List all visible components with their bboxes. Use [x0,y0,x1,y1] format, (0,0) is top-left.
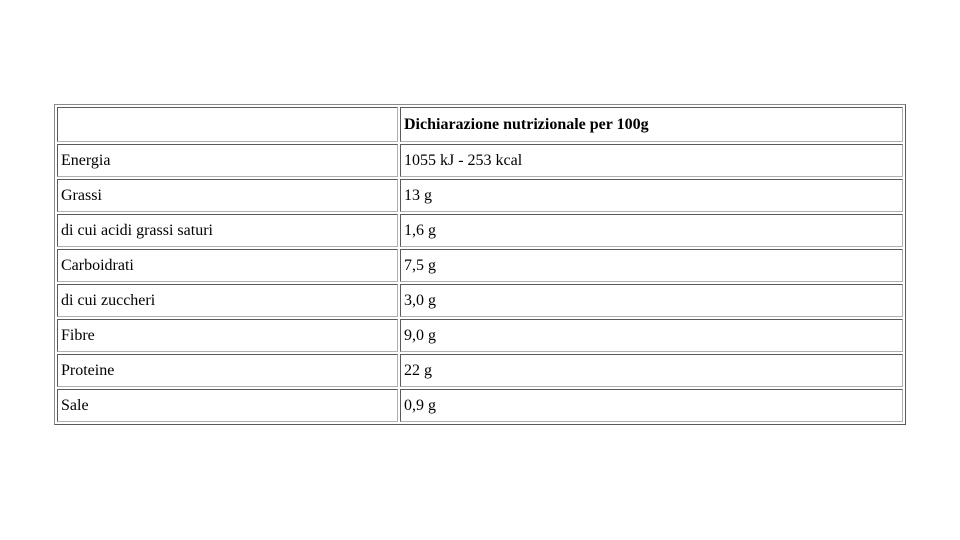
nutrition-table [54,104,906,425]
table-row [57,354,903,387]
table-row [57,144,903,177]
nutrient-name-cell: Fibre [57,319,398,352]
nutrient-value-cell: 13 g [400,179,903,212]
nutrient-name-cell: di cui acidi grassi saturi [57,214,398,247]
nutrient-value-cell: 22 g [400,354,903,387]
nutrient-value-cell: 1055 kJ - 253 kcal [400,144,903,177]
table-row [57,319,903,352]
table-row [57,249,903,282]
nutrient-value-cell: 0,9 g [400,389,903,422]
nutrient-name-cell: Sale [57,389,398,422]
table-row [57,389,903,422]
nutrient-value-cell: 9,0 g [400,319,903,352]
header-cell-declaration: Dichiarazione nutrizionale per 100g [400,107,903,142]
nutrient-name-cell: Grassi [57,179,398,212]
nutrient-name-cell: Carboidrati [57,249,398,282]
table-row [57,214,903,247]
nutrient-value-cell: 7,5 g [400,249,903,282]
nutrient-name-cell: Energia [57,144,398,177]
table-row [57,284,903,317]
nutrient-value-cell: 1,6 g [400,214,903,247]
nutrient-value-cell: 3,0 g [400,284,903,317]
table-row [57,179,903,212]
table-header-row [57,107,903,142]
nutrient-name-cell: di cui zuccheri [57,284,398,317]
nutrient-name-cell: Proteine [57,354,398,387]
header-cell-empty [57,107,398,142]
